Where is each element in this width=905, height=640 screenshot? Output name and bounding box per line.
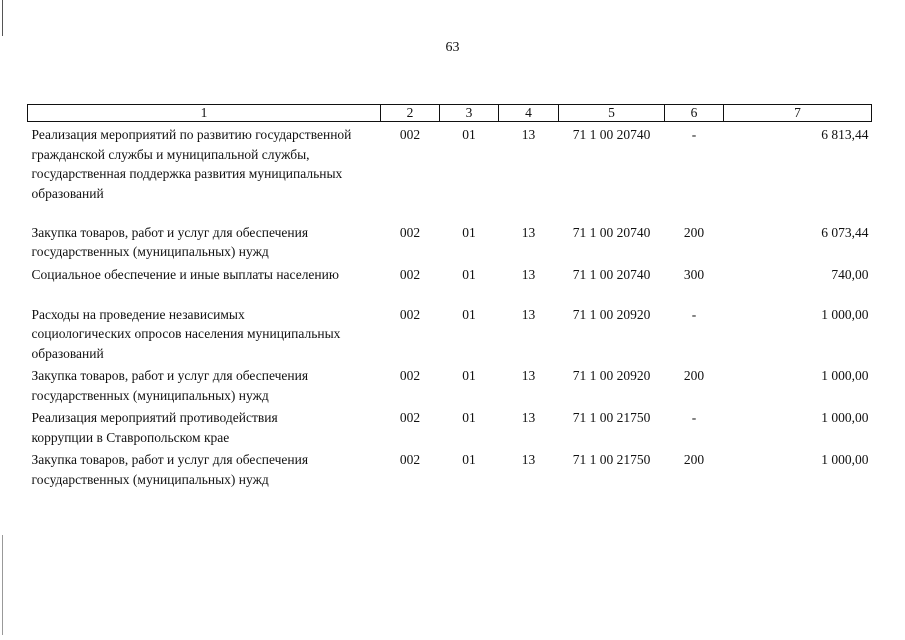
cell-code-3: 01 [462, 266, 476, 282]
cell-code-2: 002 [399, 368, 421, 383]
cell-amount: 1 000,00 [821, 452, 869, 467]
table-row [28, 447, 872, 489]
cell-code-5: 71 1 00 20920 [572, 368, 651, 383]
cell-code-2: 002 [399, 266, 421, 282]
cell-code-4: 13 [521, 368, 536, 383]
cell-code-2: 002 [399, 306, 421, 322]
budget-table [27, 104, 872, 489]
cell-code-2: 002 [399, 452, 421, 467]
cell-code-4: 13 [521, 266, 536, 282]
cell-amount: 1 000,00 [821, 368, 869, 383]
cell-code-4: 13 [521, 127, 536, 142]
page-number: 63 [445, 40, 460, 55]
column-header-1: 1 [28, 105, 381, 122]
cell-code-6: 200 [683, 368, 705, 383]
column-header-5: 5 [559, 105, 665, 122]
cell-amount: 1 000,00 [821, 306, 869, 322]
row-name: Закупка товаров, работ и услуг для обеспечения государственных (муниципальных) нужд [31, 452, 309, 487]
cell-amount: 740,00 [831, 266, 869, 282]
row-name: Реализация мероприятий противодействия коррупции в Ставропольском крае [31, 410, 278, 445]
cell-code-4: 13 [521, 410, 536, 425]
column-header-7: 7 [724, 105, 872, 122]
cell-code-4: 13 [521, 452, 536, 467]
row-name: Закупка товаров, работ и услуг для обеспечения государственных (муниципальных) нужд [31, 224, 309, 259]
column-header-3: 3 [440, 105, 499, 122]
table-row [28, 262, 872, 302]
cell-code-3: 01 [462, 127, 476, 142]
cell-code-5: 71 1 00 20740 [572, 224, 651, 240]
cell-amount: 6 813,44 [821, 127, 869, 142]
cell-amount: 1 000,00 [821, 410, 869, 425]
row-name: Расходы на проведение независимых социологических опросов населения муниципальных образований [31, 306, 341, 361]
cell-code-5: 71 1 00 20740 [572, 266, 651, 282]
row-name: Закупка товаров, работ и услуг для обеспечения государственных (муниципальных) нужд [31, 368, 309, 403]
column-header-2: 2 [381, 105, 440, 122]
cell-code-5: 71 1 00 21750 [572, 410, 651, 425]
table-row [28, 122, 872, 220]
table-header-row [28, 105, 872, 122]
cell-code-3: 01 [462, 368, 476, 383]
cell-code-2: 002 [399, 127, 421, 142]
cell-code-4: 13 [521, 224, 536, 240]
cell-code-6: 300 [683, 266, 705, 282]
cell-code-5: 71 1 00 21750 [572, 452, 651, 467]
table-row [28, 220, 872, 262]
table-row [28, 302, 872, 364]
row-name: Социальное обеспечение и иные выплаты населению [31, 266, 339, 282]
table-row [28, 405, 872, 447]
cell-amount: 6 073,44 [821, 224, 869, 240]
cell-code-3: 01 [462, 224, 476, 240]
column-header-4: 4 [499, 105, 559, 122]
scan-edge-line-bottom [2, 535, 3, 635]
row-name: Реализация мероприятий по развитию государственной гражданской службы и муниципальной службы, государственная поддержка развития муниципальных образований [31, 127, 352, 201]
cell-code-6: - [691, 127, 697, 142]
cell-code-3: 01 [462, 452, 476, 467]
table-row [28, 363, 872, 405]
cell-code-3: 01 [462, 410, 476, 425]
cell-code-2: 002 [399, 410, 421, 425]
scan-edge-line-top [2, 0, 3, 36]
cell-code-4: 13 [521, 306, 536, 322]
cell-code-3: 01 [462, 306, 476, 322]
cell-code-6: - [691, 306, 697, 322]
cell-code-6: 200 [683, 224, 705, 240]
column-header-6: 6 [665, 105, 724, 122]
cell-code-2: 002 [399, 224, 421, 240]
cell-code-6: - [691, 410, 697, 425]
cell-code-5: 71 1 00 20740 [572, 127, 651, 142]
cell-code-5: 71 1 00 20920 [572, 306, 651, 322]
cell-code-6: 200 [683, 452, 705, 467]
